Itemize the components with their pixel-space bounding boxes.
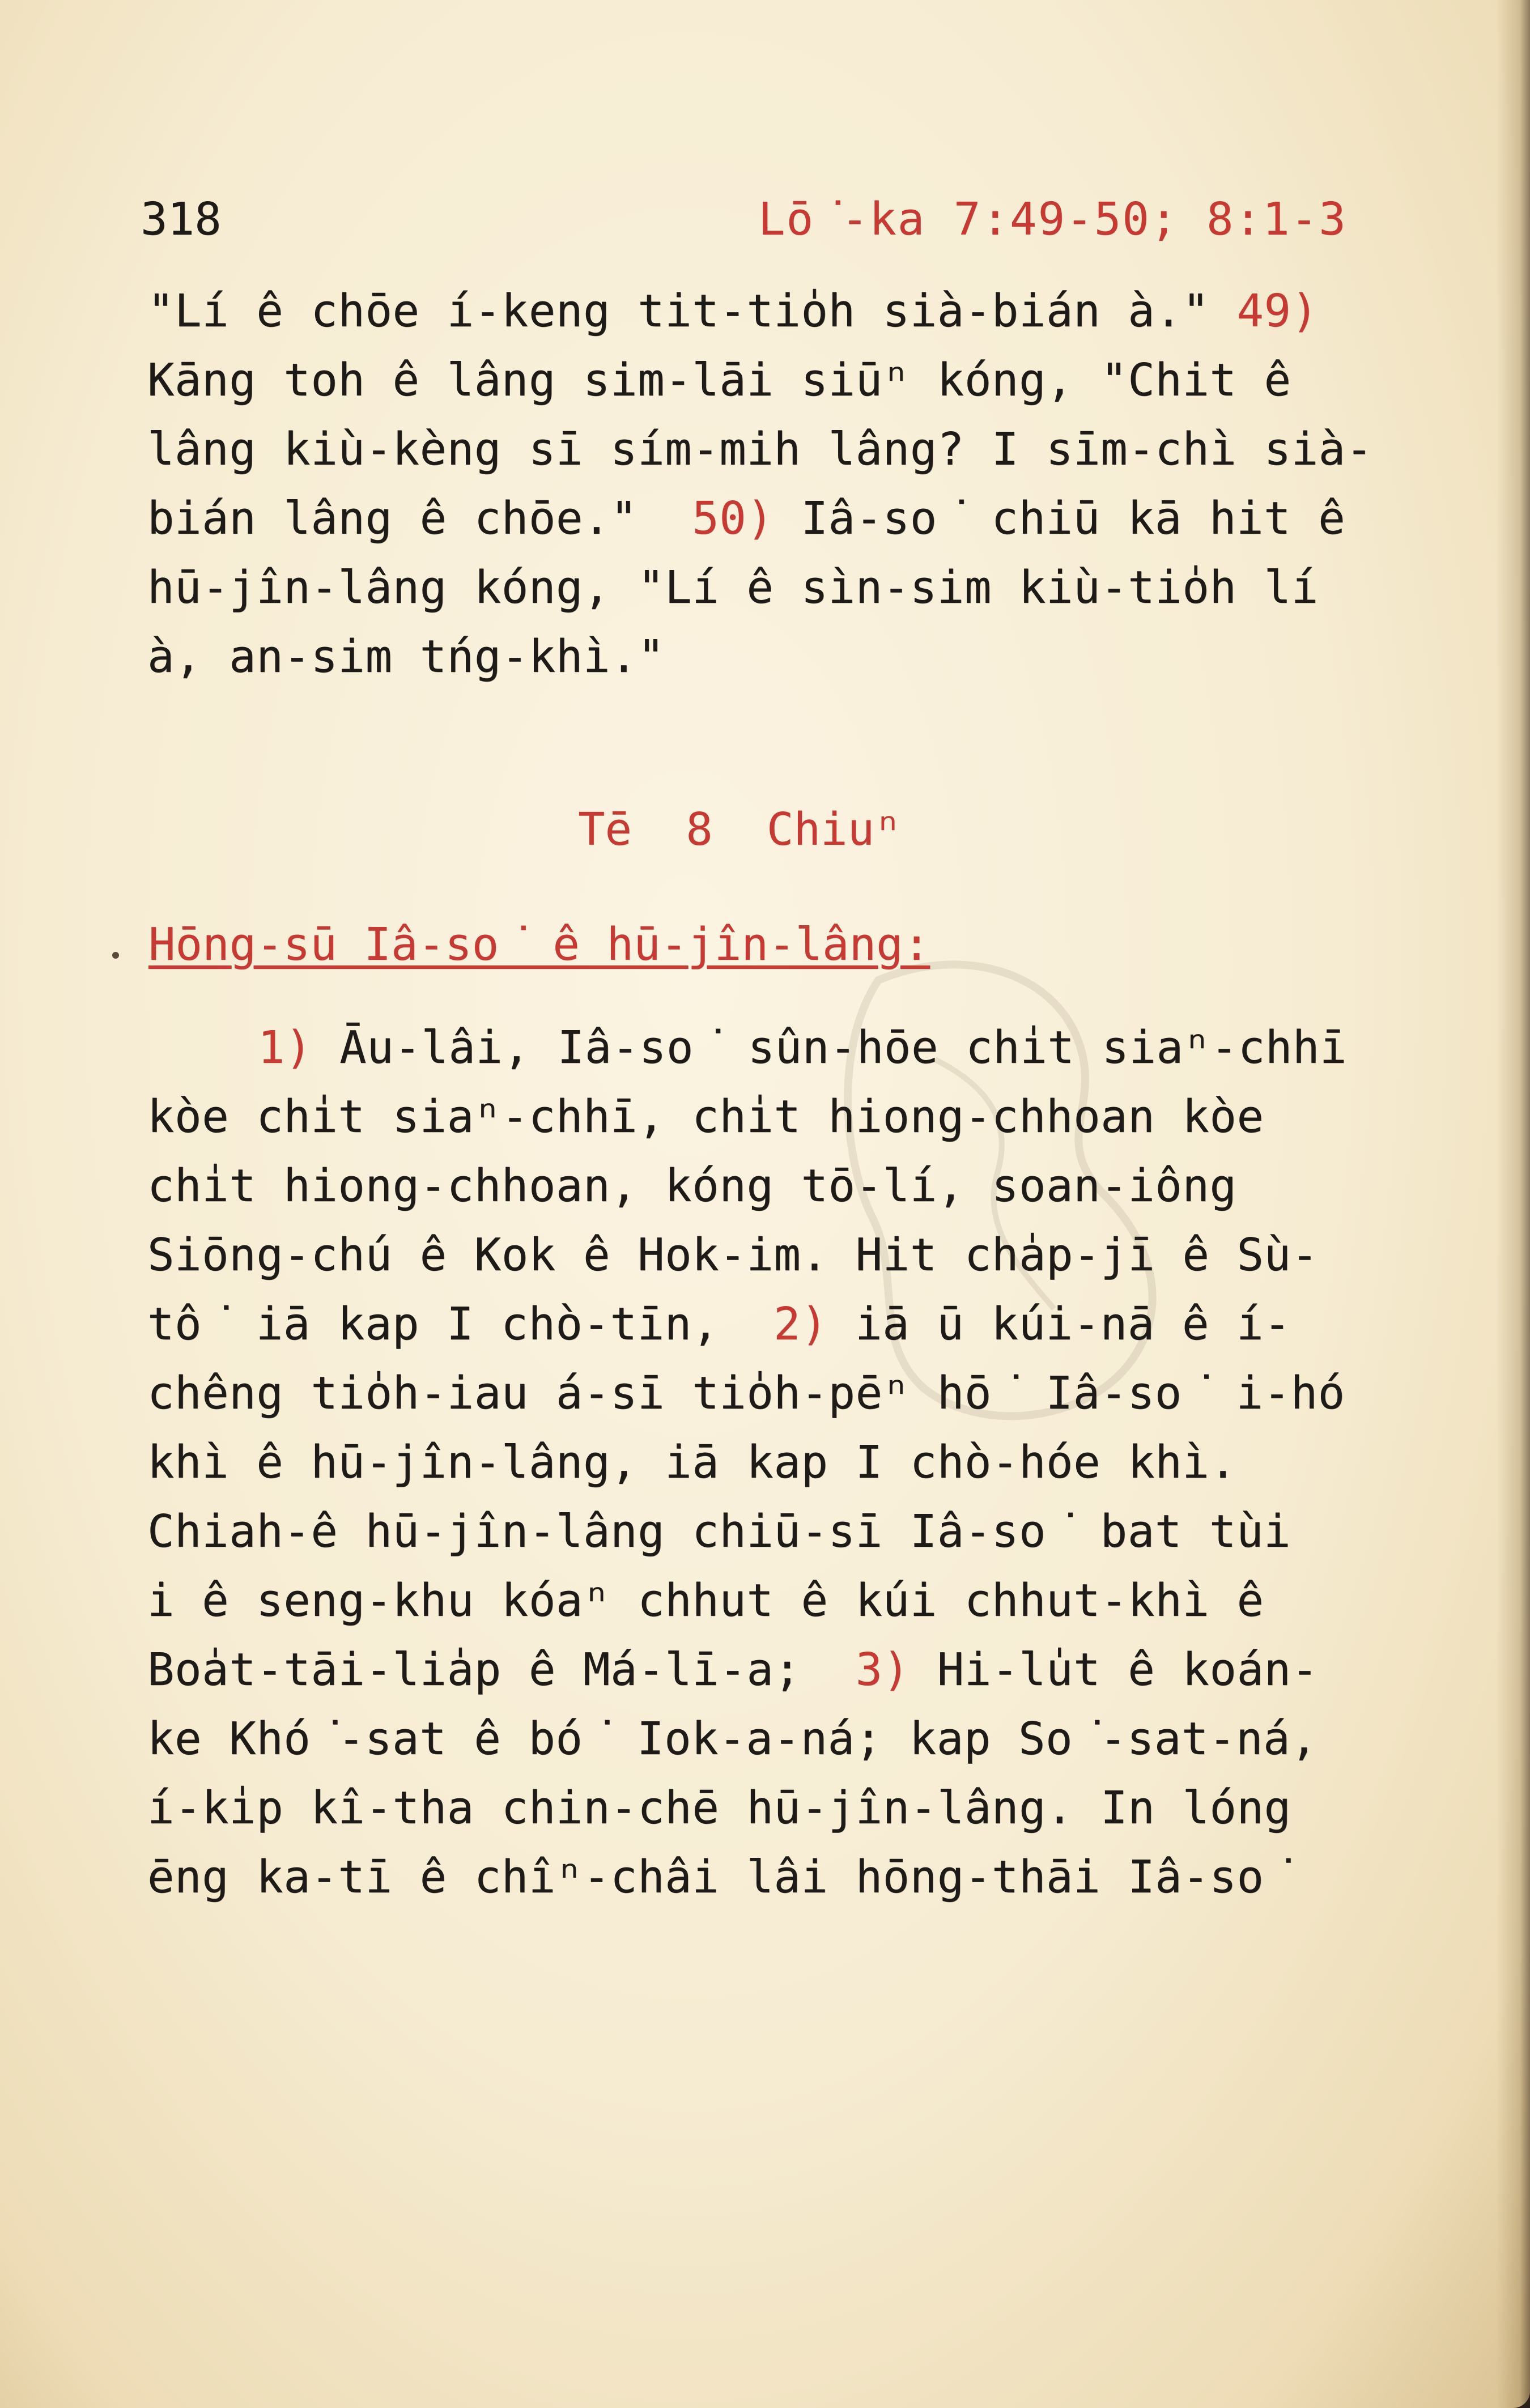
text-line: ke Khó͘-sat ê bó͘ Iok-a-ná; kap So͘-sat-ná, [147, 1713, 1318, 1765]
line-text: Boa̍t-tāi-lia̍p ê Má-lī-a; [147, 1644, 856, 1696]
text-line: hū-jîn-lâng kóng, "Lí ê sìn-sim kiù-tio̍h lí [147, 561, 1319, 614]
text-line: Kāng toh ê lâng sim-lāi siūⁿ kóng, "Chit ê [147, 354, 1291, 406]
scripture-reference: Lō͘-ka 7:49-50; 8:1-3 [758, 193, 1347, 245]
line-text: Hi-lu̍t ê koán- [910, 1644, 1319, 1696]
line-text: "Lí ê chōe í-keng tit-tio̍h sià-bián à." [147, 285, 1210, 337]
page-number: 318 [141, 193, 222, 245]
margin-dot [112, 952, 119, 959]
text-line [147, 492, 1346, 544]
text-line: khì ê hū-jîn-lâng, iā kap I chò-hóe khì. [147, 1436, 1237, 1488]
text-line: lâng kiù-kèng sī sím-mih lâng? I sīm-chì sià- [147, 423, 1373, 475]
section-heading: Hōng-sū Iâ-so͘ ê hū-jîn-lâng: [148, 918, 930, 971]
line-text: iā ū kúi-nā ê í- [828, 1298, 1291, 1350]
verse-number: 3) [855, 1644, 910, 1696]
verse-number: 50) [692, 492, 774, 544]
text-line: à, an-sim tńg-khì." [147, 631, 665, 683]
text-line [258, 1022, 1347, 1074]
chapter-heading: Tē 8 Chiuⁿ [578, 803, 902, 856]
line-text: Iâ-so͘ chiū kā hit ê [774, 492, 1346, 544]
text-line: ēng ka-tī ê chîⁿ-châi lâi hōng-thāi Iâ-so͘ [147, 1851, 1291, 1903]
text-line: chêng tio̍h-iau á-sī tio̍h-pēⁿ hō͘ Iâ-so͘ i-hó [147, 1367, 1345, 1419]
line-text: tô͘ iā kap I chò-tīn, [147, 1298, 774, 1350]
text-line: chi̍t hiong-chhoan, kóng tō-lí, soan-iông [147, 1160, 1237, 1212]
verse-number: 2) [773, 1298, 828, 1350]
verse-number: 49) [1209, 285, 1319, 337]
text-line: Siōng-chú ê Kok ê Hok-im. Hit cha̍p-jī ê Sù- [147, 1229, 1319, 1281]
text-line [147, 1298, 1291, 1350]
text-line: i ê seng-khu kóaⁿ chhut ê kúi chhut-khì ê [147, 1575, 1264, 1627]
text-line [147, 285, 1319, 337]
line-text: Āu-lâi, Iâ-so͘ sûn-hōe chi̍t siaⁿ-chhī [312, 1022, 1347, 1074]
line-text: bián lâng ê chōe." [147, 492, 692, 544]
verse-number: 1) [258, 1022, 313, 1074]
text-line: kòe chi̍t siaⁿ-chhī, chi̍t hiong-chhoan kòe [147, 1091, 1264, 1143]
text-line [147, 1644, 1319, 1696]
text-line: í-ki̍p kî-tha chin-chē hū-jîn-lâng. In lóng [147, 1782, 1291, 1834]
text-line: Chiah-ê hū-jîn-lâng chiū-sī Iâ-so͘ bat tùi [147, 1505, 1291, 1558]
